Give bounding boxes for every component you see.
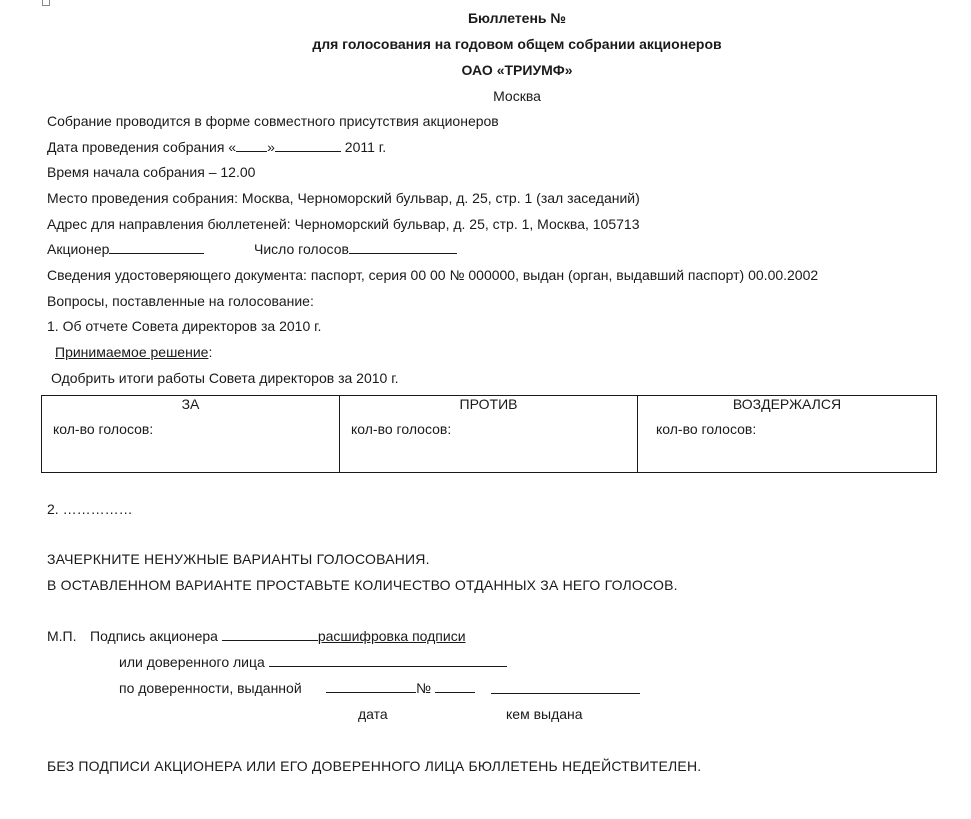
instruction-line-2: В ОСТАВЛЕННОМ ВАРИАНТЕ ПРОСТАВЬТЕ КОЛИЧЕСТВО ОТДАННЫХ ЗА НЕГО ГОЛОСОВ.	[47, 577, 678, 593]
shareholder-label: Акционер	[47, 241, 110, 257]
votes-blank[interactable]	[349, 240, 457, 254]
poa-date-blank[interactable]	[326, 679, 416, 693]
invalid-warning: БЕЗ ПОДПИСИ АКЦИОНЕРА ИЛИ ЕГО ДОВЕРЕННОГО ЛИЦА БЮЛЛЕТЕНЬ НЕДЕЙСТВИТЕЛЕН.	[47, 758, 702, 774]
question-2-title: 2. ……………	[47, 501, 133, 517]
proxy-blank[interactable]	[269, 653, 507, 667]
date-mid: »	[267, 139, 275, 155]
vote-table	[41, 395, 937, 473]
vote-for-cell[interactable]	[42, 396, 340, 473]
id-document: Сведения удостоверяющего документа: паспорт, серия 00 00 № 000000, выдан (орган, выдавший паспорт) 00.00.2002	[47, 267, 819, 283]
day-blank[interactable]	[236, 138, 267, 152]
decision-label: Принимаемое решение	[55, 344, 209, 360]
vote-abstain-count-label: кол-во голосов:	[656, 421, 757, 437]
vote-against-cell[interactable]	[340, 396, 638, 473]
issuer-caption: кем выдана	[506, 706, 583, 722]
vote-for-header: ЗА	[181, 396, 200, 412]
month-blank[interactable]	[275, 138, 341, 152]
city: Москва	[493, 88, 541, 104]
poa-number-blank[interactable]	[435, 679, 475, 693]
vote-for-count-label: кол-во голосов:	[53, 421, 154, 437]
question-1-title: 1. Об отчете Совета директоров за 2010 г.	[47, 318, 322, 334]
signature-decode-label: расшифровка подписи	[317, 628, 466, 644]
signature-blank[interactable]	[222, 627, 318, 641]
meeting-place: Место проведения собрания: Москва, Черноморский бульвар, д. 25, стр. 1 (зал заседаний)	[47, 190, 640, 206]
date-prefix: Дата проведения собрания «	[47, 139, 237, 155]
seal-label: М.П.	[47, 628, 77, 644]
votes-row	[254, 240, 457, 258]
decision-text: Одобрить итоги работы Совета директоров за 2010 г.	[51, 370, 399, 386]
meeting-date	[47, 138, 386, 156]
vote-abstain-header: ВОЗДЕРЖАЛСЯ	[732, 396, 842, 412]
poa-number-sign: №	[416, 680, 432, 696]
ballot-subtitle: для голосования на годовом общем собрании акционеров	[312, 36, 722, 52]
date-year: 2011 г.	[340, 139, 387, 155]
votes-label: Число голосов	[254, 241, 349, 257]
poa-issuer-blank[interactable]	[491, 680, 640, 694]
poa-fields	[326, 679, 475, 697]
company-name: ОАО «ТРИУМФ»	[461, 62, 573, 78]
shareholder-row	[47, 240, 204, 258]
vote-abstain-cell[interactable]	[638, 396, 937, 473]
corner-mark	[42, 0, 50, 6]
decision-colon: :	[208, 344, 213, 360]
shareholder-blank[interactable]	[109, 240, 204, 254]
instruction-line-1: ЗАЧЕРКНИТЕ НЕНУЖНЫЕ ВАРИАНТЫ ГОЛОСОВАНИЯ.	[47, 551, 430, 567]
proxy-row	[119, 653, 507, 671]
meeting-time: Время начала собрания – 12.00	[47, 164, 256, 180]
signature-row	[90, 627, 466, 645]
date-caption: дата	[358, 706, 388, 722]
questions-label: Вопросы, поставленные на голосование:	[47, 293, 314, 309]
vote-against-header: ПРОТИВ	[459, 396, 518, 412]
ballot-title: Бюллетень №	[467, 10, 567, 26]
vote-against-count-label: кол-во голосов:	[351, 421, 452, 437]
power-of-attorney-row	[119, 679, 302, 697]
decision-heading	[55, 343, 212, 361]
signature-label: Подпись акционера	[90, 628, 218, 644]
meeting-form: Собрание проводится в форме совместного присутствия акционеров	[47, 113, 499, 129]
power-label: по доверенности, выданной	[119, 680, 302, 696]
ballot-address: Адрес для направления бюллетеней: Черноморский бульвар, д. 25, стр. 1, Москва, 105713	[47, 216, 640, 232]
proxy-label: или доверенного лица	[119, 654, 265, 670]
